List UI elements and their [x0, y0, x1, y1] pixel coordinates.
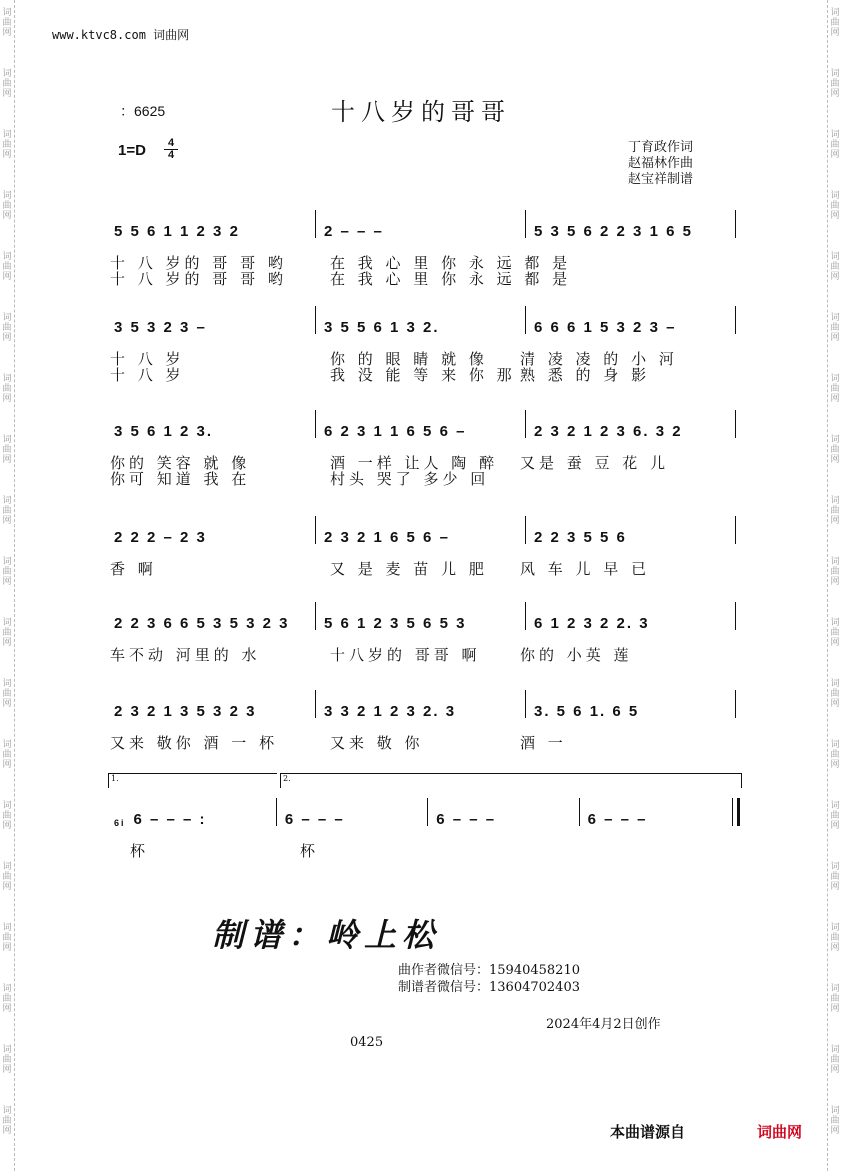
measure: 6 – – – : — [133, 811, 207, 828]
bar-line — [315, 516, 316, 544]
margin-watermark-text: 词 曲 网 — [2, 862, 12, 892]
lyric-line: 又来 敬 你 — [330, 734, 424, 752]
margin-watermark-text: 词 曲 网 — [2, 191, 12, 221]
measure: 2 3 2 1 3 5 3 2 3 — [114, 703, 257, 720]
key-signature: 1=D — [118, 142, 146, 159]
measure: 3 3 2 1 2 3 2. 3 — [324, 703, 457, 720]
bar-line — [735, 602, 736, 630]
measure: 6 2 3 1 1 6 5 6 – — [324, 423, 467, 440]
bar-line — [525, 306, 526, 334]
margin-watermark-text: 词 曲 网 — [2, 740, 12, 770]
lyric-line: 又 是 麦 苗 儿 肥 — [330, 560, 488, 578]
lyric-line: 杯 — [130, 842, 150, 860]
lyric-line: 熟 悉 的 身 影 — [520, 366, 651, 384]
lyric-line: 你的 笑容 就 像 — [110, 454, 251, 472]
margin-watermark-text: 词 曲 网 — [830, 252, 840, 282]
measure: 2 2 3 6 6 5 3 5 3 2 3 — [114, 615, 290, 632]
measure: 3 5 5 6 1 3 2. — [324, 319, 440, 336]
margin-watermark-text: 词 曲 网 — [830, 69, 840, 99]
measure: 3. 5 6 1. 6 5 — [534, 703, 640, 720]
score-row-notes — [110, 514, 740, 546]
lyric-line: 车不动 河里的 水 — [110, 646, 261, 664]
measure: 5 6 1 2 3 5 6 5 3 — [324, 615, 467, 632]
volta-second: 2. — [280, 773, 742, 788]
measure: 2 – – – — [324, 223, 384, 240]
margin-watermark-text: 词 曲 网 — [830, 923, 840, 953]
score-row-notes — [110, 408, 740, 440]
margin-watermark-text: 词 曲 网 — [830, 801, 840, 831]
score-row-notes — [110, 688, 740, 720]
margin-watermark-text: 词 曲 网 — [830, 740, 840, 770]
margin-watermark-text: 词 曲 网 — [2, 618, 12, 648]
margin-watermark-text: 词 曲 网 — [830, 862, 840, 892]
creation-date: 2024年4月2日创作 — [546, 1017, 661, 1032]
volta-first: 1. — [108, 773, 277, 788]
measure: 2 3 2 1 2 3 6. 3 2 — [534, 423, 683, 440]
time-signature-bottom: 4 — [167, 149, 175, 161]
lyric-line: 酒 一 — [520, 734, 567, 752]
site-url[interactable]: www.ktvc8.com 词曲网 — [52, 28, 190, 42]
bar-line — [315, 306, 316, 334]
measure: 6 6 6 1 5 3 2 3 – — [534, 319, 677, 336]
bar-line — [525, 410, 526, 438]
margin-watermark-text: 词 曲 网 — [830, 1045, 840, 1075]
credits — [628, 140, 693, 188]
score-row-notes — [110, 796, 740, 828]
margin-watermark-text: 词 曲 网 — [830, 374, 840, 404]
lyric-line: 你的 小英 莲 — [520, 646, 633, 664]
measure: 3 5 3 2 3 – — [114, 319, 207, 336]
time-signature-top: 4 — [164, 138, 178, 150]
lyricist-credit: 丁育政作词 — [628, 140, 694, 155]
bar-line — [427, 798, 428, 826]
margin-watermark-text: 词 曲 网 — [2, 435, 12, 465]
bar-line — [732, 798, 740, 826]
measure: 5 5 6 1 1 2 3 2 — [114, 223, 240, 240]
margin-watermark-text: 词 曲 网 — [2, 557, 12, 587]
measure: 5 3 5 6 2 2 3 1 6 5 — [534, 223, 693, 240]
measure: 6 – – – — [284, 811, 345, 828]
lyric-line: 我 没 能 等 来 你 那 — [330, 366, 516, 384]
margin-watermark-text: 词 曲 网 — [830, 1106, 840, 1136]
lyric-line: 十八岁的 哥哥 啊 — [330, 646, 481, 664]
score-row-notes — [110, 304, 740, 336]
measure: 6 1 2 3 2 2. 3 — [534, 615, 650, 632]
lyric-line: 十 八 岁的 哥 哥 哟 — [110, 270, 287, 288]
time-signature — [164, 138, 178, 161]
lyric-line: 酒 一样 让人 陶 醉 — [330, 454, 499, 472]
lyric-line: 你可 知道 我 在 — [110, 470, 251, 488]
margin-watermark-text: 词 曲 网 — [830, 557, 840, 587]
margin-watermark-text: 词 曲 网 — [830, 435, 840, 465]
bar-line — [735, 516, 736, 544]
margin-watermark-text: 词 曲 网 — [2, 374, 12, 404]
margin-watermark-text: 词 曲 网 — [2, 801, 12, 831]
margin-watermark-text: 词 曲 网 — [830, 191, 840, 221]
bar-line — [276, 798, 277, 826]
measure: 2 2 2 – 2 3 — [114, 529, 207, 546]
lyric-line: 风 车 儿 早 已 — [520, 560, 651, 578]
lyric-line: 香 啊 — [110, 560, 157, 578]
margin-watermark-text: 词 曲 网 — [2, 1045, 12, 1075]
margin-watermark-text: 词 曲 网 — [830, 8, 840, 38]
margin-watermark-text: 词 曲 网 — [2, 923, 12, 953]
bar-line — [735, 690, 736, 718]
margin-watermark-text: 词 曲 网 — [830, 496, 840, 526]
bar-line — [735, 410, 736, 438]
arranger-wechat: 制谱者微信号：13604702403 — [398, 980, 580, 995]
score-row-notes — [110, 600, 740, 632]
bar-line — [525, 210, 526, 238]
lyric-line: 你 的 眼 睛 就 像 — [330, 350, 488, 368]
margin-watermark-text: 词 曲 网 — [2, 69, 12, 99]
lyric-line: 十 八 岁 — [110, 366, 185, 384]
measure: 3 5 6 1 2 3. — [114, 423, 214, 440]
margin-watermark-text: 词 曲 网 — [2, 1106, 12, 1136]
lyric-line: 在 我 心 里 你 永 远 都 是 — [330, 254, 572, 272]
arranger-credit: 赵宝祥制谱 — [628, 172, 694, 187]
wechat-info — [398, 962, 580, 996]
composer-credit: 赵福林作曲 — [628, 156, 694, 171]
margin-watermark-text: 词 曲 网 — [830, 130, 840, 160]
lyric-line: 在 我 心 里 你 永 远 都 是 — [330, 270, 572, 288]
right-margin-watermark — [827, 0, 842, 1171]
margin-watermark-text: 词 曲 网 — [2, 252, 12, 282]
bar-line — [315, 410, 316, 438]
measure: 6 – – – — [436, 811, 497, 828]
margin-watermark-text: 词 曲 网 — [2, 984, 12, 1014]
lyric-line: 十 八 岁的 哥 哥 哟 — [110, 254, 287, 272]
margin-watermark-text: 词 曲 网 — [2, 313, 12, 343]
source-brand[interactable]: 词曲网 — [757, 1124, 803, 1141]
bar-line — [735, 210, 736, 238]
margin-watermark-text: 词 曲 网 — [830, 679, 840, 709]
lyric-line: 村头 哭了 多少 回 — [330, 470, 490, 488]
bar-line — [525, 602, 526, 630]
bar-line — [525, 690, 526, 718]
page-number: 0425 — [350, 1035, 384, 1050]
bar-line — [315, 210, 316, 238]
composer-wechat: 曲作者微信号：15940458210 — [398, 963, 580, 978]
grace-note: 6i — [114, 818, 126, 828]
measure: 2 2 3 5 5 6 — [534, 529, 627, 546]
bar-line — [315, 602, 316, 630]
bar-line — [735, 306, 736, 334]
bar-line — [525, 516, 526, 544]
maker-signature: 制谱：岭上松 — [212, 916, 441, 954]
margin-watermark-text: 词 曲 网 — [830, 618, 840, 648]
lyric-line: 又来 敬你 酒 一 杯 — [110, 734, 279, 752]
measure: 6 – – – — [587, 811, 648, 828]
lyric-line: 又是 蚕 豆 花 儿 — [520, 454, 670, 472]
measure: 2 3 2 1 6 5 6 – — [324, 529, 450, 546]
song-title: 十八岁的哥哥 — [331, 98, 511, 126]
margin-watermark-text: 词 曲 网 — [830, 313, 840, 343]
bar-line — [579, 798, 580, 826]
lyric-line: 十 八 岁 — [110, 350, 185, 368]
margin-watermark-text: 词 曲 网 — [2, 130, 12, 160]
score-row-notes — [110, 208, 740, 240]
left-margin-watermark — [0, 0, 15, 1171]
lyric-line: 清 凌 凌 的 小 河 — [520, 350, 678, 368]
lyric-line: 杯 — [300, 842, 320, 860]
bar-line — [315, 690, 316, 718]
score-code: ：6625 — [120, 103, 166, 119]
margin-watermark-text: 词 曲 网 — [830, 984, 840, 1014]
margin-watermark-text: 词 曲 网 — [2, 8, 12, 38]
margin-watermark-text: 词 曲 网 — [2, 679, 12, 709]
source-label: 本曲谱源自 — [610, 1124, 686, 1141]
margin-watermark-text: 词 曲 网 — [2, 496, 12, 526]
